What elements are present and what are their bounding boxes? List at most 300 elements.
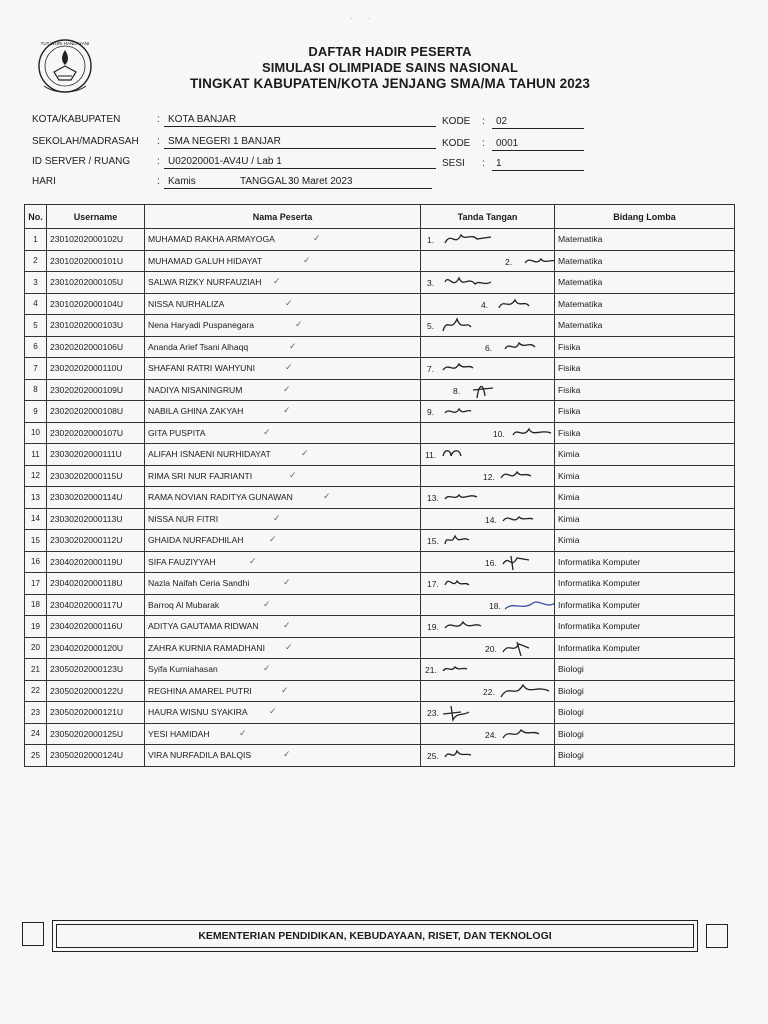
row-number: 21 xyxy=(25,659,47,681)
signature-number: 22. xyxy=(483,686,495,697)
username-cell: 23030202000111U xyxy=(47,444,145,466)
info-row-server xyxy=(32,154,592,170)
signature-number: 14. xyxy=(485,514,497,525)
underline xyxy=(492,170,584,171)
sekolah-label: SEKOLAH/MADRASAH xyxy=(32,136,139,147)
handwritten-signature xyxy=(441,401,501,421)
signature-number: 8. xyxy=(453,385,461,396)
handwritten-signature xyxy=(503,595,555,615)
participant-name-cell xyxy=(145,637,421,659)
col-header-username: Username xyxy=(47,205,145,229)
check-mark-icon: ✓ xyxy=(295,319,303,329)
underline xyxy=(492,150,584,151)
row-number: 2 xyxy=(25,250,47,272)
check-mark-icon: ✓ xyxy=(289,340,297,351)
row-number: 4 xyxy=(25,293,47,315)
handwritten-signature xyxy=(441,358,501,378)
table-row xyxy=(25,616,735,638)
table-row xyxy=(25,659,735,681)
participant-name-cell xyxy=(145,745,421,767)
kode-label: KODE xyxy=(442,116,471,127)
participant-name-cell xyxy=(145,659,421,681)
table-row xyxy=(25,594,735,616)
row-number: 13 xyxy=(25,487,47,509)
competition-field-cell: Matematika xyxy=(555,293,735,315)
check-mark-icon: ✓ xyxy=(313,233,321,243)
table-row xyxy=(25,465,735,487)
handwritten-signature xyxy=(507,423,555,443)
participant-name-cell xyxy=(145,358,421,380)
table-row xyxy=(25,358,735,380)
table-row xyxy=(25,422,735,444)
table-row xyxy=(25,272,735,294)
footer-banner xyxy=(52,920,698,952)
username-cell: 23050202000122U xyxy=(47,680,145,702)
check-mark-icon: ✓ xyxy=(239,727,247,738)
participant-name-cell xyxy=(145,616,421,638)
handwritten-signature xyxy=(467,380,527,400)
competition-field-cell: Biologi xyxy=(555,659,735,681)
check-mark-icon: ✓ xyxy=(263,426,271,437)
signature-cell xyxy=(421,723,555,745)
server-value: U02020001-AV4U / Lab 1 xyxy=(168,156,282,167)
table-row xyxy=(25,401,735,423)
signature-cell xyxy=(421,422,555,444)
participant-name-cell xyxy=(145,487,421,509)
competition-field-cell: Biologi xyxy=(555,723,735,745)
signature-cell xyxy=(421,272,555,294)
participant-name: MUHAMAD GALUH HIDAYAT xyxy=(148,255,263,266)
table-row xyxy=(25,444,735,466)
check-mark-icon: ✓ xyxy=(249,555,257,566)
participant-name: RAMA NOVIAN RADITYA GUNAWAN xyxy=(148,492,293,503)
username-cell: 23010202000102U xyxy=(47,229,145,251)
competition-field-cell: Fisika xyxy=(555,379,735,401)
tanggal-label: TANGGAL : xyxy=(240,176,293,187)
signature-number: 18. xyxy=(489,600,501,611)
competition-field-cell: Biologi xyxy=(555,702,735,724)
participant-name-cell xyxy=(145,702,421,724)
colon: : xyxy=(482,158,485,169)
check-mark-icon: ✓ xyxy=(303,254,311,265)
signature-number: 17. xyxy=(427,579,439,589)
username-cell: 23040202000117U xyxy=(47,594,145,616)
signature-cell xyxy=(421,379,555,401)
underline xyxy=(492,128,584,129)
username-cell: 23040202000118U xyxy=(47,573,145,595)
competition-field-cell: Biologi xyxy=(555,680,735,702)
handwritten-signature xyxy=(519,251,555,271)
participant-name-cell xyxy=(145,723,421,745)
username-cell: 23020202000106U xyxy=(47,336,145,358)
title-line-2: SIMULASI OLIMPIADE SAINS NASIONAL xyxy=(261,60,519,75)
table-row xyxy=(25,637,735,659)
participant-name-cell xyxy=(145,530,421,552)
username-cell: 23010202000105U xyxy=(47,272,145,294)
signature-number: 20. xyxy=(485,643,497,654)
handwritten-signature xyxy=(499,509,555,529)
participant-name-cell xyxy=(145,401,421,423)
signature-number: 24. xyxy=(485,729,497,740)
signature-number: 19. xyxy=(427,622,439,632)
participant-name-cell xyxy=(145,594,421,616)
competition-field-cell: Fisika xyxy=(555,422,735,444)
signature-number: 12. xyxy=(483,471,495,482)
signature-cell xyxy=(421,745,555,767)
competition-field-cell: Informatika Komputer xyxy=(555,594,735,616)
participant-name: YESI HAMIDAH xyxy=(148,728,210,739)
participant-name: ADITYA GAUTAMA RIDWAN xyxy=(148,621,259,632)
table-row xyxy=(25,745,735,767)
kota-label: KOTA/KABUPATEN xyxy=(32,114,121,125)
info-row-hari xyxy=(32,174,592,190)
table-row xyxy=(25,229,735,251)
table-header-row xyxy=(25,205,735,229)
handwritten-signature xyxy=(441,229,501,249)
row-number: 16 xyxy=(25,551,47,573)
participant-name: MUHAMAD RAKHA ARMAYOGA xyxy=(148,234,275,245)
underline xyxy=(164,188,432,189)
participant-name: REGHINA AMAREL PUTRI xyxy=(148,685,252,696)
participant-name-cell xyxy=(145,465,421,487)
row-number: 18 xyxy=(25,594,47,616)
participant-name-cell xyxy=(145,444,421,466)
table-row xyxy=(25,315,735,337)
row-number: 14 xyxy=(25,508,47,530)
handwritten-signature xyxy=(441,272,501,292)
participant-name: Nazla Naifah Ceria Sandhi xyxy=(148,578,250,589)
username-cell: 23030202000115U xyxy=(47,465,145,487)
competition-field-cell: Matematika xyxy=(555,229,735,251)
handwritten-signature xyxy=(441,573,501,593)
signature-number: 25. xyxy=(427,751,439,761)
info-row-sekolah xyxy=(32,134,592,150)
handwritten-signature xyxy=(441,530,501,550)
row-number: 9 xyxy=(25,401,47,423)
username-cell: 23040202000119U xyxy=(47,551,145,573)
participant-name-cell xyxy=(145,229,421,251)
row-number: 23 xyxy=(25,702,47,724)
competition-field-cell: Informatika Komputer xyxy=(555,573,735,595)
signature-cell xyxy=(421,315,555,337)
participant-name-cell xyxy=(145,379,421,401)
handwritten-signature xyxy=(497,681,555,701)
competition-field-cell: Informatika Komputer xyxy=(555,551,735,573)
signature-cell xyxy=(421,293,555,315)
participant-name-cell xyxy=(145,680,421,702)
participant-name: Barroq Al Mubarak xyxy=(148,599,220,610)
check-mark-icon: ✓ xyxy=(269,534,277,544)
participant-name: HAURA WISNU SYAKIRA xyxy=(148,707,248,718)
signature-cell xyxy=(421,530,555,552)
check-mark-icon: ✓ xyxy=(283,383,291,394)
row-number: 5 xyxy=(25,315,47,337)
attendance-table xyxy=(24,204,735,767)
signature-number: 11. xyxy=(425,450,437,460)
username-cell: 23040202000120U xyxy=(47,637,145,659)
competition-field-cell: Fisika xyxy=(555,401,735,423)
table-row xyxy=(25,723,735,745)
signature-cell xyxy=(421,702,555,724)
check-mark-icon: ✓ xyxy=(281,684,289,695)
row-number: 20 xyxy=(25,637,47,659)
signature-number: 2. xyxy=(505,256,513,267)
signature-number: 21. xyxy=(425,665,437,675)
signature-cell xyxy=(421,358,555,380)
competition-field-cell: Matematika xyxy=(555,272,735,294)
table-row xyxy=(25,487,735,509)
colon: : xyxy=(482,116,485,127)
table-row xyxy=(25,702,735,724)
table-row xyxy=(25,293,735,315)
participant-name: GITA PUSPITA xyxy=(148,427,206,438)
row-number: 15 xyxy=(25,530,47,552)
col-header-signature: Tanda Tangan xyxy=(421,205,555,229)
participant-name-cell xyxy=(145,250,421,272)
signature-number: 13. xyxy=(427,493,439,503)
handwritten-signature xyxy=(439,444,499,464)
username-cell: 23020202000109U xyxy=(47,379,145,401)
handwritten-signature xyxy=(441,487,501,507)
handwritten-signature xyxy=(497,466,555,486)
participant-name: ALIFAH ISNAENI NURHIDAYAT xyxy=(148,449,271,460)
participant-name: RIMA SRI NUR FAJRIANTI xyxy=(148,470,253,481)
col-header-no: No. xyxy=(25,205,47,229)
participant-name-cell xyxy=(145,336,421,358)
check-mark-icon: ✓ xyxy=(283,405,291,415)
username-cell: 23050202000124U xyxy=(47,745,145,767)
handwritten-signature xyxy=(499,337,555,357)
competition-field-cell: Kimia xyxy=(555,444,735,466)
username-cell: 23010202000101U xyxy=(47,250,145,272)
kode-value: 02 xyxy=(496,116,508,127)
signature-cell xyxy=(421,637,555,659)
colon: : xyxy=(157,156,160,167)
row-number: 17 xyxy=(25,573,47,595)
username-cell: 23020202000107U xyxy=(47,422,145,444)
check-mark-icon: ✓ xyxy=(323,491,331,501)
check-mark-icon: ✓ xyxy=(263,598,271,609)
signature-cell xyxy=(421,680,555,702)
check-mark-icon: ✓ xyxy=(273,512,281,523)
check-mark-icon: ✓ xyxy=(263,663,271,673)
signature-number: 5. xyxy=(427,321,435,331)
document-titles xyxy=(110,44,670,92)
col-header-field: Bidang Lomba xyxy=(555,205,735,229)
svg-text:TUT WURI HANDAYANI: TUT WURI HANDAYANI xyxy=(40,41,90,46)
signature-number: 9. xyxy=(427,407,435,417)
participant-name: Nena Haryadi Puspanegara xyxy=(148,320,255,331)
signature-cell xyxy=(421,487,555,509)
participant-name-cell xyxy=(145,315,421,337)
participant-name: SHAFANI RATRI WAHYUNI xyxy=(148,363,255,374)
signature-number: 10. xyxy=(493,428,505,439)
username-cell: 23030202000114U xyxy=(47,487,145,509)
signature-cell xyxy=(421,465,555,487)
col-header-name: Nama Peserta xyxy=(145,205,421,229)
hari-label: HARI xyxy=(32,176,56,187)
table-row xyxy=(25,336,735,358)
sesi-value: 1 xyxy=(496,158,502,169)
participant-name: NISSA NUR FITRI xyxy=(148,513,219,524)
competition-field-cell: Matematika xyxy=(555,250,735,272)
username-cell: 23030202000112U xyxy=(47,530,145,552)
row-number: 12 xyxy=(25,465,47,487)
check-mark-icon: ✓ xyxy=(285,297,293,308)
row-number: 25 xyxy=(25,745,47,767)
check-mark-icon: ✓ xyxy=(285,362,293,372)
competition-field-cell: Kimia xyxy=(555,487,735,509)
competition-field-cell: Kimia xyxy=(555,465,735,487)
table-row xyxy=(25,530,735,552)
row-number: 24 xyxy=(25,723,47,745)
check-mark-icon: ✓ xyxy=(301,448,309,458)
title-line-1: DAFTAR HADIR PESERTA xyxy=(308,44,472,59)
username-cell: 23010202000103U xyxy=(47,315,145,337)
competition-field-cell: Informatika Komputer xyxy=(555,637,735,659)
handwritten-signature xyxy=(441,315,501,335)
table-row xyxy=(25,551,735,573)
kode-label: KODE xyxy=(442,138,471,149)
handwritten-signature xyxy=(441,745,501,765)
competition-field-cell: Informatika Komputer xyxy=(555,616,735,638)
handwritten-signature xyxy=(439,659,499,679)
ministry-name: KEMENTERIAN PENDIDIKAN, KEBUDAYAAN, RISET, DAN TEKNOLOGI xyxy=(56,924,694,948)
competition-field-cell: Fisika xyxy=(555,336,735,358)
signature-cell xyxy=(421,229,555,251)
check-mark-icon: ✓ xyxy=(283,577,291,587)
tut-wuri-handayani-logo xyxy=(30,36,100,98)
participant-name-cell xyxy=(145,293,421,315)
signature-cell xyxy=(421,573,555,595)
title-line-3: TINGKAT KABUPATEN/KOTA JENJANG SMA/MA TAHUN 2023 xyxy=(189,76,591,91)
participant-name-cell xyxy=(145,272,421,294)
participant-name: SIFA FAUZIYYAH xyxy=(148,556,216,567)
username-cell: 23050202000125U xyxy=(47,723,145,745)
signature-cell xyxy=(421,551,555,573)
row-number: 11 xyxy=(25,444,47,466)
participant-name: Syifa Kurniahasan xyxy=(148,664,218,675)
handwritten-signature xyxy=(499,724,555,744)
table-row xyxy=(25,680,735,702)
participant-name-cell xyxy=(145,508,421,530)
signature-number: 15. xyxy=(427,536,439,546)
hari-value: Kamis xyxy=(168,176,196,187)
username-cell: 23030202000113U xyxy=(47,508,145,530)
scan-mark: · · xyxy=(350,14,376,23)
participant-name: NADIYA NISANINGRUM xyxy=(148,384,243,395)
signature-cell xyxy=(421,336,555,358)
signature-number: 4. xyxy=(481,299,489,310)
kota-value: KOTA BANJAR xyxy=(168,114,237,125)
row-number: 8 xyxy=(25,379,47,401)
colon: : xyxy=(157,176,160,187)
signature-cell xyxy=(421,616,555,638)
server-label: ID SERVER / RUANG xyxy=(32,156,131,167)
row-number: 7 xyxy=(25,358,47,380)
row-number: 10 xyxy=(25,422,47,444)
username-cell: 23040202000116U xyxy=(47,616,145,638)
competition-field-cell: Biologi xyxy=(555,745,735,767)
row-number: 19 xyxy=(25,616,47,638)
participant-name-cell xyxy=(145,573,421,595)
colon: : xyxy=(157,136,160,147)
handwritten-signature xyxy=(441,702,501,722)
row-number: 6 xyxy=(25,336,47,358)
info-row-kota xyxy=(32,112,592,128)
kode-value: 0001 xyxy=(496,138,519,149)
username-cell: 23050202000121U xyxy=(47,702,145,724)
handwritten-signature xyxy=(499,552,555,572)
signature-cell xyxy=(421,659,555,681)
participant-name-cell xyxy=(145,422,421,444)
participant-name: ZAHRA KURNIA RAMADHANI xyxy=(148,642,265,653)
signature-number: 7. xyxy=(427,364,435,374)
participant-name: NABILA GHINA ZAKYAH xyxy=(148,406,244,417)
signature-number: 6. xyxy=(485,342,493,353)
check-mark-icon: ✓ xyxy=(273,276,281,286)
participant-name: SALWA RIZKY NURFAUZIAH xyxy=(148,277,262,288)
competition-field-cell: Kimia xyxy=(555,508,735,530)
signature-cell xyxy=(421,250,555,272)
sekolah-value: SMA NEGERI 1 BANJAR xyxy=(168,136,281,147)
check-mark-icon: ✓ xyxy=(269,706,277,716)
table-row xyxy=(25,508,735,530)
table-row xyxy=(25,379,735,401)
signature-number: 1. xyxy=(427,235,435,245)
underline xyxy=(164,126,436,127)
sesi-label: SESI xyxy=(442,158,465,169)
username-cell: 23050202000123U xyxy=(47,659,145,681)
username-cell: 23010202000104U xyxy=(47,293,145,315)
handwritten-signature xyxy=(441,616,501,636)
participant-name: NISSA NURHALIZA xyxy=(148,298,225,309)
participant-name: Ananda Arief Tsani Alhaqq xyxy=(148,341,249,352)
participant-name-cell xyxy=(145,551,421,573)
username-cell: 23020202000110U xyxy=(47,358,145,380)
signature-cell xyxy=(421,594,555,616)
underline xyxy=(164,168,436,169)
handwritten-signature xyxy=(495,294,555,314)
signature-number: 16. xyxy=(485,557,497,568)
table-row xyxy=(25,573,735,595)
table-row xyxy=(25,250,735,272)
signature-number: 3. xyxy=(427,278,435,288)
footer-box-right xyxy=(706,924,728,948)
signature-cell xyxy=(421,508,555,530)
signature-cell xyxy=(421,401,555,423)
signature-number: 23. xyxy=(427,708,439,718)
check-mark-icon: ✓ xyxy=(283,620,291,630)
footer-box-left xyxy=(22,922,44,946)
tanggal-value: 30 Maret 2023 xyxy=(288,176,353,187)
underline xyxy=(164,148,436,149)
check-mark-icon: ✓ xyxy=(283,749,291,759)
competition-field-cell: Matematika xyxy=(555,315,735,337)
row-number: 1 xyxy=(25,229,47,251)
colon: : xyxy=(157,114,160,125)
participant-name: VIRA NURFADILA BALQIS xyxy=(148,750,252,761)
signature-cell xyxy=(421,444,555,466)
check-mark-icon: ✓ xyxy=(285,641,293,652)
row-number: 3 xyxy=(25,272,47,294)
competition-field-cell: Kimia xyxy=(555,530,735,552)
row-number: 22 xyxy=(25,680,47,702)
colon: : xyxy=(482,138,485,149)
participant-name: GHAIDA NURFADHILAH xyxy=(148,535,244,546)
username-cell: 23020202000108U xyxy=(47,401,145,423)
handwritten-signature xyxy=(499,638,555,658)
